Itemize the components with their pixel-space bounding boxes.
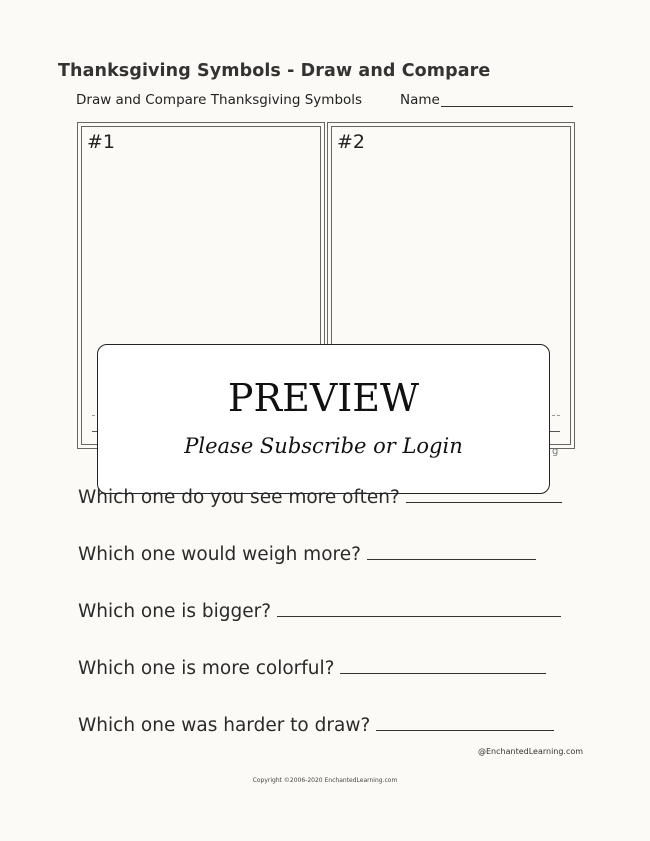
- worksheet-title: Thanksgiving Symbols - Draw and Compare: [58, 61, 491, 81]
- question-4-text: Which one is more colorful?: [78, 658, 335, 679]
- answer-line-4: [340, 672, 546, 674]
- credit-text: @EnchantedLearning.com: [478, 747, 584, 756]
- name-field: [400, 92, 573, 110]
- stray-glyph: g: [552, 446, 559, 457]
- question-2-text: Which one would weigh more?: [78, 544, 361, 565]
- name-line: [441, 106, 573, 107]
- question-5: [78, 715, 554, 739]
- subscribe-login-prompt[interactable]: Please Subscribe or Login: [184, 434, 463, 458]
- question-5-text: Which one was harder to draw?: [78, 715, 371, 736]
- preview-title: PREVIEW: [227, 376, 420, 420]
- answer-line-1: [406, 501, 562, 503]
- panel-2-label: #2: [337, 131, 366, 153]
- answer-line-2: [367, 558, 536, 560]
- name-label: Name: [400, 92, 440, 108]
- answer-line-5: [376, 729, 554, 731]
- question-3: [78, 601, 561, 625]
- panel-1-label: #1: [87, 131, 116, 153]
- question-3-text: Which one is bigger?: [78, 601, 272, 622]
- answer-line-3: [277, 615, 561, 617]
- copyright-text: Copyright ©2006-2020 EnchantedLearning.com: [252, 777, 398, 784]
- question-4: [78, 658, 546, 682]
- question-1-text: Which one do you see more often?: [78, 487, 400, 508]
- question-2: [78, 544, 536, 568]
- preview-overlay[interactable]: [97, 344, 550, 494]
- question-1: [78, 487, 562, 511]
- worksheet-subtitle: Draw and Compare Thanksgiving Symbols: [76, 92, 363, 108]
